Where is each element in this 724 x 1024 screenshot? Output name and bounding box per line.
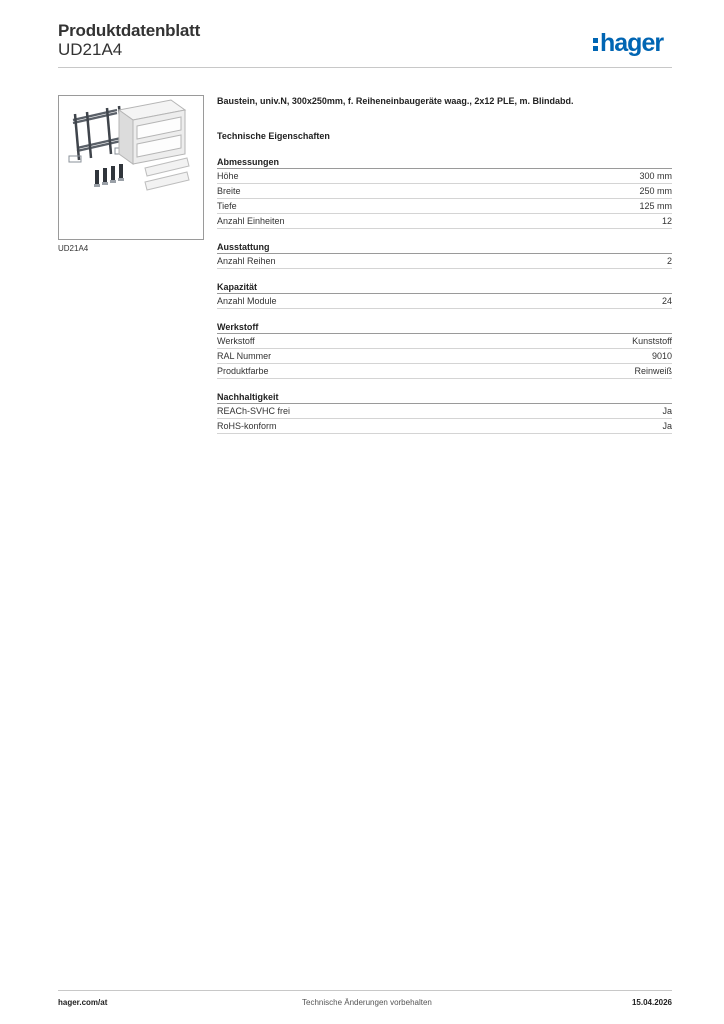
properties-title: Technische Eigenschaften bbox=[217, 131, 330, 141]
product-image bbox=[58, 95, 204, 240]
group-title: Ausstattung bbox=[217, 241, 672, 254]
property-row bbox=[217, 349, 672, 364]
image-caption: UD21A4 bbox=[58, 244, 89, 253]
property-group bbox=[217, 321, 672, 379]
logo-text: hager bbox=[600, 29, 664, 57]
header-divider bbox=[58, 67, 672, 68]
property-row bbox=[217, 294, 672, 309]
property-row bbox=[217, 254, 672, 269]
property-row bbox=[217, 334, 672, 349]
property-group bbox=[217, 156, 672, 229]
property-label: RoHS-konform bbox=[217, 421, 277, 431]
footer-divider bbox=[58, 990, 672, 991]
group-title: Kapazität bbox=[217, 281, 672, 294]
property-label: REACh-SVHC frei bbox=[217, 406, 291, 416]
property-value: 9010 bbox=[651, 351, 672, 361]
group-title: Abmessungen bbox=[217, 156, 672, 169]
property-row bbox=[217, 364, 672, 379]
page-title: Produktdatenblatt bbox=[58, 21, 201, 40]
property-row bbox=[217, 184, 672, 199]
property-label: Breite bbox=[217, 186, 241, 196]
property-value: 125 mm bbox=[639, 201, 672, 211]
property-label: Anzahl Module bbox=[217, 296, 277, 306]
property-label: Tiefe bbox=[217, 201, 237, 211]
property-row bbox=[217, 419, 672, 434]
property-label: Anzahl Einheiten bbox=[217, 216, 285, 226]
footer-website[interactable]: hager.com/at bbox=[58, 998, 108, 1007]
logo-dots-icon bbox=[593, 38, 598, 51]
property-row bbox=[217, 214, 672, 229]
property-value: 300 mm bbox=[639, 171, 672, 181]
property-row bbox=[217, 199, 672, 214]
property-value: 250 mm bbox=[639, 186, 672, 196]
properties-groups bbox=[217, 156, 672, 446]
property-row bbox=[217, 404, 672, 419]
property-value: 24 bbox=[661, 296, 672, 306]
property-group bbox=[217, 391, 672, 434]
property-group bbox=[217, 241, 672, 269]
hager-logo bbox=[593, 30, 663, 56]
property-group bbox=[217, 281, 672, 309]
property-row bbox=[217, 169, 672, 184]
product-description: Baustein, univ.N, 300x250mm, f. Reiheneinbaugeräte waag., 2x12 PLE, m. Blindabd. bbox=[217, 96, 574, 106]
group-title: Werkstoff bbox=[217, 321, 672, 334]
property-value: Kunststoff bbox=[632, 336, 672, 346]
property-value: Reinweiß bbox=[634, 366, 672, 376]
property-label: RAL Nummer bbox=[217, 351, 272, 361]
property-label: Anzahl Reihen bbox=[217, 256, 276, 266]
property-value: Ja bbox=[662, 406, 672, 416]
property-label: Höhe bbox=[217, 171, 239, 181]
property-label: Werkstoff bbox=[217, 336, 255, 346]
property-value: 12 bbox=[661, 216, 672, 226]
footer-date: 15.04.2026 bbox=[631, 998, 672, 1007]
footer-notice: Technische Änderungen vorbehalten bbox=[302, 998, 432, 1007]
article-number: UD21A4 bbox=[58, 40, 123, 59]
property-value: 2 bbox=[666, 256, 672, 266]
product-illustration-icon bbox=[59, 96, 203, 239]
group-title: Nachhaltigkeit bbox=[217, 391, 672, 404]
property-label: Produktfarbe bbox=[217, 366, 269, 376]
property-value: Ja bbox=[662, 421, 672, 431]
